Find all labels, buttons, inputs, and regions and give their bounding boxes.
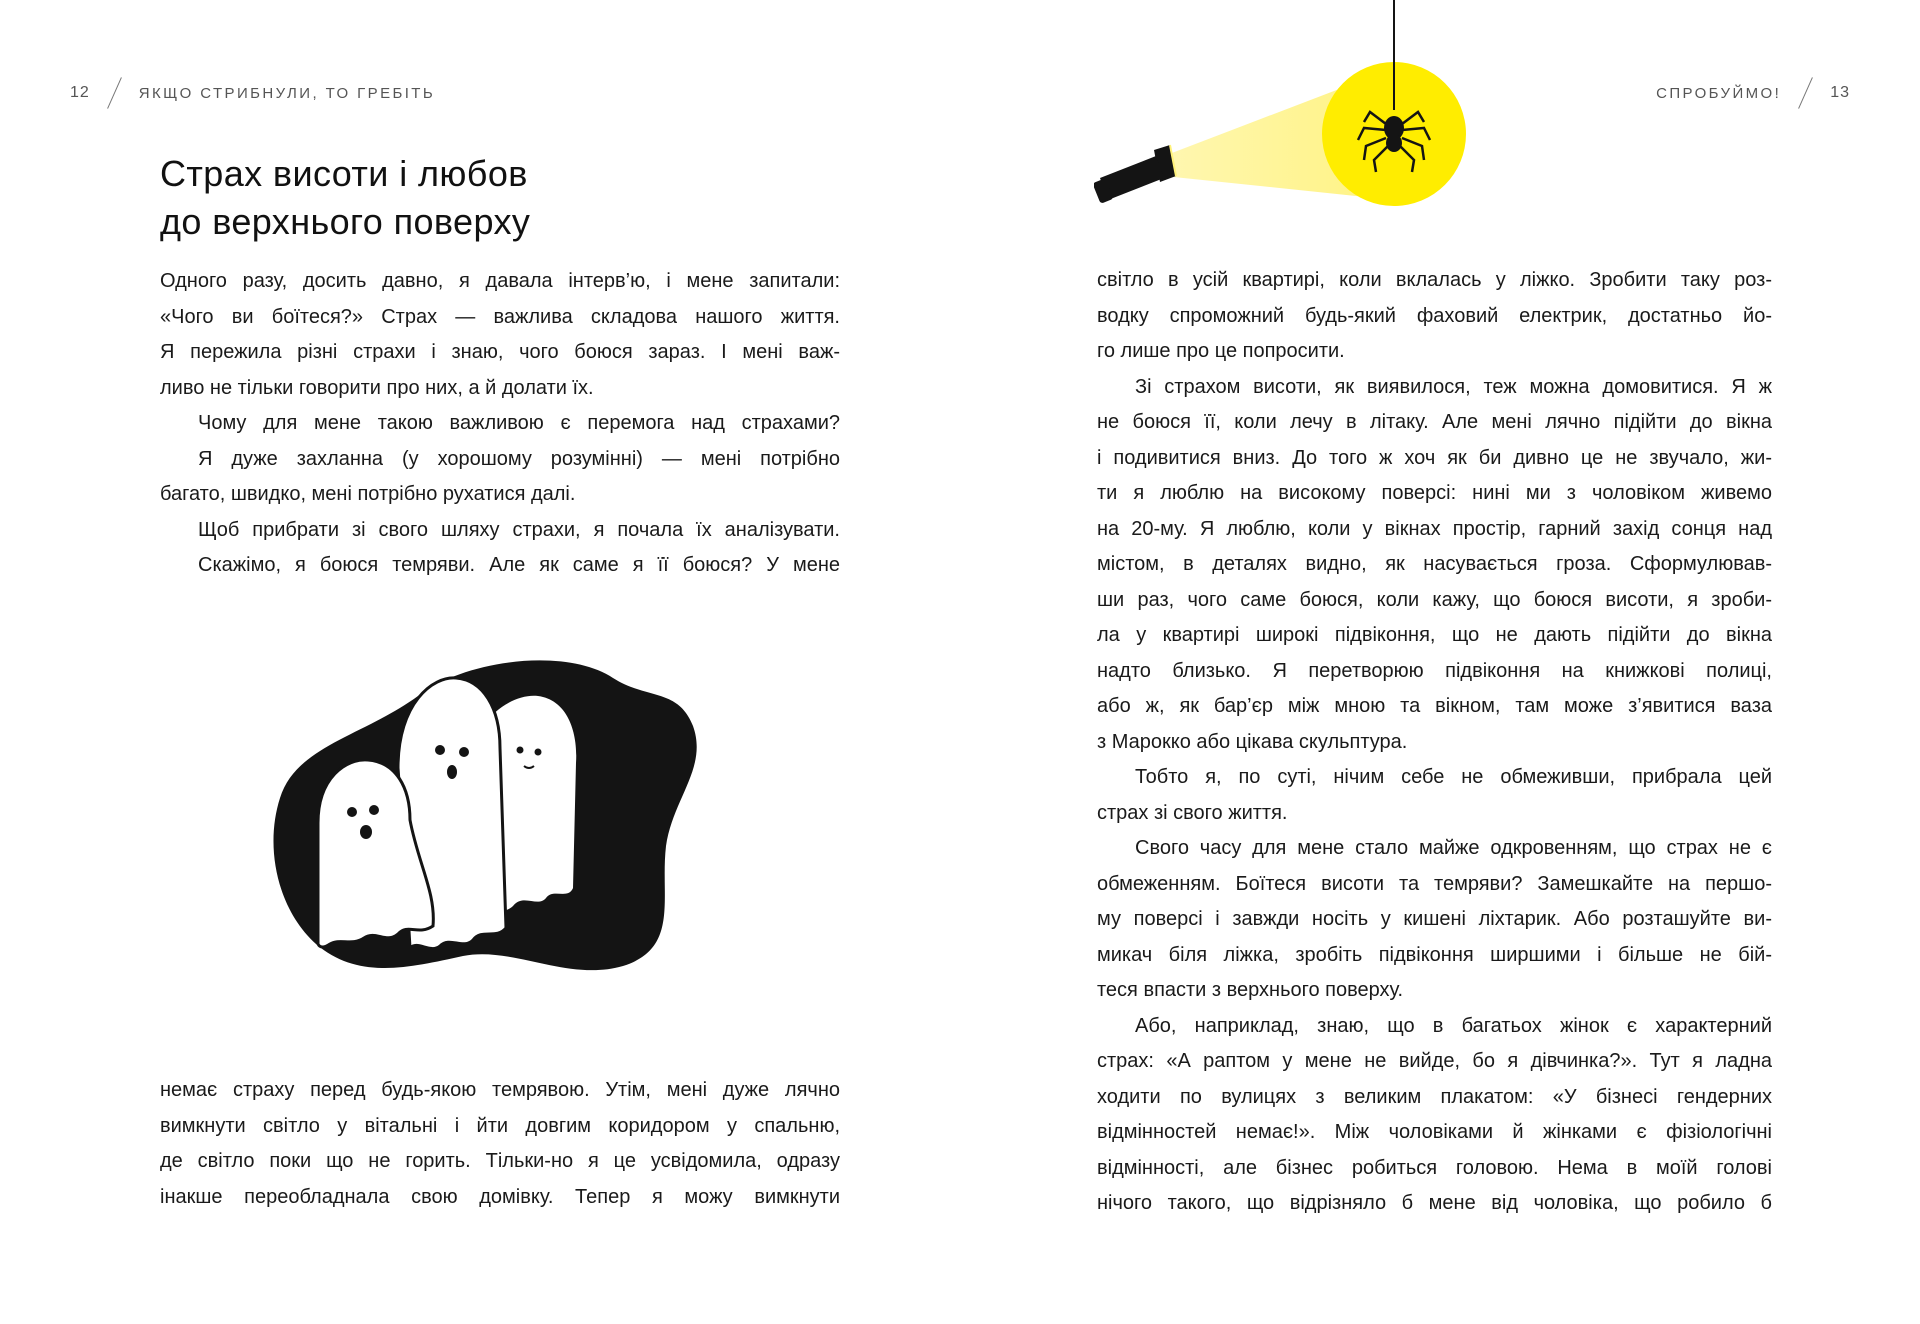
text-line: теся впасти з верхнього поверху.	[1097, 979, 1404, 1001]
text-line: немає страху перед будь-якою темрявою. Утім, мені дуже лячно	[160, 1079, 840, 1101]
text-line: страх зі свого життя.	[1097, 801, 1288, 824]
right-body-text	[1097, 263, 1772, 1222]
right-running-head	[1656, 76, 1850, 110]
running-head-divider	[1798, 77, 1813, 108]
text-line: Скажімо, я боюся темряви. Але як саме я її боюся? У мене	[198, 554, 840, 576]
text-line: ходити по вулицях з великим плакатом: «У бізнесі гендерних	[1097, 1085, 1772, 1108]
text-line: обмеженням. Боїтеся висоти та темряви? Замешкайте на першо-	[1097, 872, 1772, 895]
flashlight-spider-illustration	[1094, 0, 1484, 220]
text-line: надто близько. Я перетворюю підвіконня на книжкові полиці,	[1097, 659, 1772, 682]
text-line: ливо не тільки говорити про них, а й долати їх.	[160, 376, 594, 399]
left-body-text-top	[160, 264, 840, 584]
left-page-number: 12	[70, 84, 90, 101]
text-line: Тобто я, по суті, нічим себе не обмеживши, прибрала цей	[1135, 766, 1772, 788]
text-line: або ж, як бар’єр між мною та вікном, там може з’явитися ваза	[1097, 695, 1772, 717]
text-line: нічого такого, що відрізняло б мене від чоловіка, що робило б	[1097, 1192, 1772, 1214]
text-line: вимкнути світло у вітальні і йти довгим коридором у спальню,	[160, 1114, 840, 1137]
text-line: Чому для мене такою важливою є перемога над страхами?	[198, 412, 840, 434]
text-line: відмінності, але бізнес робиться головою. Нема в моїй голові	[1097, 1156, 1772, 1179]
chapter-heading-line: Страх висоти і любов	[160, 153, 528, 194]
text-line: водку спроможний будь-який фаховий електрик, достатньо йо-	[1097, 304, 1772, 327]
text-line: страх: «А раптом у мене не вийде, бо я дівчинка?». Тут я ладна	[1097, 1050, 1772, 1072]
right-running-head-title: СПРОБУЙМО!	[1656, 84, 1782, 102]
text-line: відмінностей немає!». Між чоловіками й жінками є фізіологічні	[1097, 1121, 1772, 1143]
flashlight-icon	[1094, 145, 1176, 204]
text-line: Одного разу, досить давно, я давала інтерв’ю, і мене запитали:	[160, 270, 840, 292]
text-line: з Марокко або цікава скульптура.	[1097, 730, 1408, 753]
text-line: Або, наприклад, знаю, що в багатьох жінок є характерний	[1135, 1014, 1772, 1037]
right-page	[960, 0, 1920, 1324]
chapter-heading	[160, 150, 530, 246]
text-line: му поверсі і завжди носіть у кишені ліхтарик. Або розташуйте ви-	[1097, 908, 1772, 930]
left-running-head	[70, 76, 435, 110]
text-line: і подивитися вниз. До того ж хоч як би дивно це не звучало, жи-	[1097, 446, 1772, 469]
left-body-text-bottom	[160, 1073, 840, 1215]
left-running-head-title: ЯКЩО СТРИБНУЛИ, ТО ГРЕБІТЬ	[138, 84, 436, 102]
text-line: багато, швидко, мені потрібно рухатися далі.	[160, 483, 576, 505]
text-line: Я пережила різні страхи і знаю, чого боюся зараз. І мені важ-	[160, 341, 840, 363]
ghosts-illustration	[268, 648, 708, 978]
text-line: світло в усій квартирі, коли вклалась у ліжко. Зробити таку роз-	[1097, 269, 1772, 291]
text-line: микач біля ліжка, зробіть підвіконня ширшими і більше не бій-	[1097, 943, 1772, 966]
text-line: го лише про це попросити.	[1097, 340, 1345, 362]
chapter-heading-line: до верхнього поверху	[160, 201, 531, 242]
running-head-divider	[107, 77, 122, 108]
text-line: де світло поки що не горить. Тільки-но я це усвідомила, одразу	[160, 1150, 840, 1172]
text-line: ши раз, чого саме боюся, коли кажу, що боюся висоти, я зроби-	[1097, 588, 1772, 611]
text-line: інакше переобладнала свою домівку. Тепер я можу вимкнути	[160, 1185, 840, 1208]
right-page-number: 13	[1830, 84, 1850, 101]
text-line: Зі страхом висоти, як виявилося, теж можна домовитися. Я ж	[1135, 375, 1772, 398]
text-line: Свого часу для мене стало майже одкровенням, що страх не є	[1135, 837, 1772, 859]
text-line: не боюся її, коли лечу в літаку. Але мені лячно підійти до вікна	[1097, 411, 1772, 433]
text-line: на 20-му. Я люблю, коли у вікнах простір, гарний захід сонця над	[1097, 517, 1772, 540]
text-line: ла у квартирі широкі підвіконня, що не дають підійти до вікна	[1097, 624, 1772, 646]
text-line: Щоб прибрати зі свого шляху страхи, я почала їх аналізувати.	[198, 518, 840, 541]
text-line: містом, в деталях видно, як насувається гроза. Сформулював-	[1097, 553, 1772, 575]
text-line: Я дуже захланна (у хорошому розумінні) — мені потрібно	[198, 447, 840, 470]
text-line: «Чого ви боїтеся?» Страх — важлива складова нашого життя.	[160, 305, 840, 328]
text-line: ти я люблю на високому поверсі: нині ми з чоловіком живемо	[1097, 482, 1772, 504]
